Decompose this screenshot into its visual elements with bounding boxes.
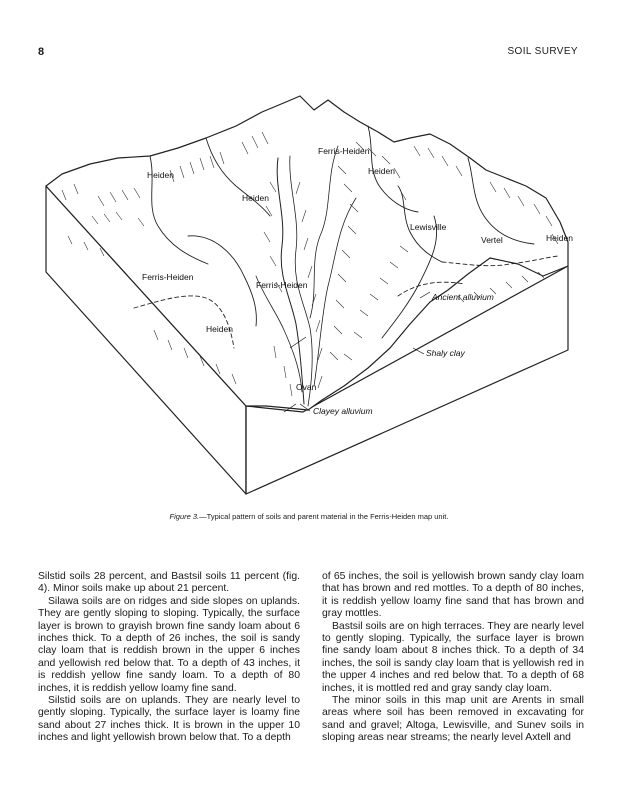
running-head: SOIL SURVEY [507,46,578,57]
paragraph: Silstid soils are on uplands. They are nearly level to gently sloping. Typically, the surface layer is loamy fine sand about 27 inches thick. It is brown in the upper 10 inches and light yellowish brown below that. To a depth [38,695,300,744]
label-heiden-east: Heiden [546,233,573,243]
paragraph: Silawa soils are on ridges and side slopes on uplands. They are gently sloping to sloping. Typically, the surface layer is brown to grayish brown fine sandy loam about 6 inches thick. To a depth of 26 inches, the soil is sandy clay loam that is reddish brown in the upper 6 inches and yellowish red below that. To a depth of 43 inches, it is reddish yellow fine sandy loam. To a depth of 80 inches, it is reddish yellow loamy fine sand. [38,595,300,694]
figure-caption [0,512,618,521]
label-heiden-sw: Heiden [206,324,233,334]
label-shaly-clay: Shaly clay [426,348,465,358]
label-lewisville: Lewisville [410,222,447,232]
block-diagram-figure [38,86,583,506]
label-ferris-heiden-west: Ferris-Heiden [142,272,194,282]
paragraph: of 65 inches, the soil is yellowish brown sandy clay loam that has brown and red mottles. To a depth of 80 inches, it is reddish yellow loamy fine sand that has brown and gray mottles. [322,571,584,620]
label-ferris-heiden-top: Ferris-Heiden [318,146,370,156]
paragraph: Bastsil soils are on high terraces. They are nearly level to gently sloping. Typically, the surface layer is brown fine sandy loam about 8 inches thick. To a depth of 34 inches, the soil is sandy clay loam that is yellowish red in the upper 4 inches and red below that. To a depth of 68 inches, it is mottled red and gray sandy clay loam. [322,620,584,694]
paragraph: Silstid soils 28 percent, and Bastsil soils 11 percent (fig. 4). Minor soils make up about 21 percent. [38,571,300,595]
figure-caption-ref: Figure 3. [169,512,200,521]
label-heiden-ne: Heiden [368,166,395,176]
label-clayey-alluvium: Clayey alluvium [313,406,373,416]
label-vertel: Vertel [481,235,503,245]
label-heiden-center: Heiden [242,193,269,203]
label-ferris-heiden-center: Ferris-Heiden [256,280,308,290]
text-column-left [38,571,300,745]
paragraph: The minor soils in this map unit are Arents in small areas where soil has been removed in excavating for sand and gravel; Altoga, Lewisville, and Sunev soils in sloping areas near streams; the nearly level Axtell and [322,695,584,744]
label-heiden-nw: Heiden [147,170,174,180]
figure-caption-text: —Typical pattern of soils and parent material in the Ferris-Heiden map unit. [199,512,449,521]
page-number: 8 [38,46,45,58]
label-ovan: Ovan [296,382,317,392]
label-ancient-alluvium: Ancient alluvium [432,292,494,302]
text-column-right [322,571,584,745]
